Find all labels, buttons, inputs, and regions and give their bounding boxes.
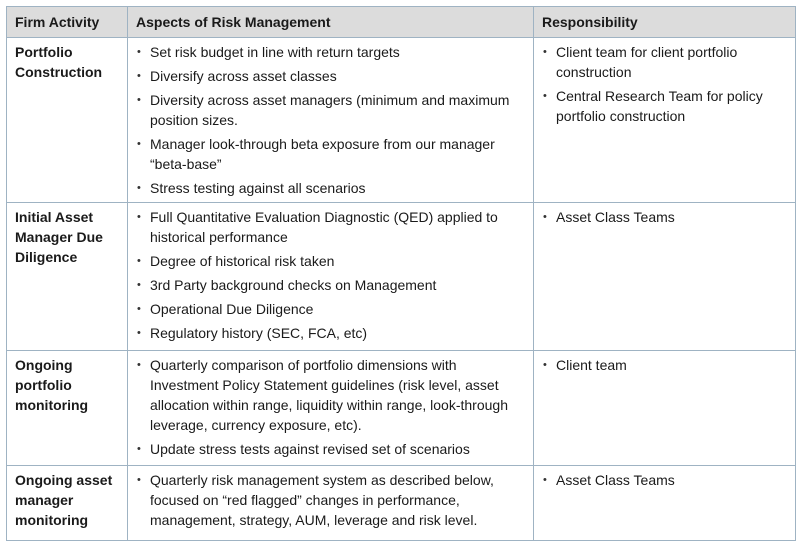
list-item: • Regulatory history (SEC, FCA, etc) [136, 323, 525, 343]
firm-activity-cell: Ongoing asset manager monitoring [7, 466, 128, 541]
header-responsibility: Responsibility [534, 7, 796, 38]
list-item: • Asset Class Teams [542, 470, 787, 490]
aspects-cell [128, 203, 534, 351]
list-item: • Manager look-through beta exposure from our manager “beta-base” [136, 134, 525, 174]
list-item: • Update stress tests against revised set of scenarios [136, 439, 525, 459]
list-item: • Operational Due Diligence [136, 299, 525, 319]
risk-management-table [6, 6, 796, 541]
table-row [7, 38, 796, 203]
responsibility-cell [534, 351, 796, 466]
header-firm-activity: Firm Activity [7, 7, 128, 38]
list-item: • Degree of historical risk taken [136, 251, 525, 271]
list-item: • 3rd Party background checks on Management [136, 275, 525, 295]
list-item: • Stress testing against all scenarios [136, 178, 525, 198]
responsibility-list [542, 355, 787, 375]
list-item: • Asset Class Teams [542, 207, 787, 227]
list-item: • Central Research Team for policy portfolio construction [542, 86, 787, 126]
aspects-cell [128, 466, 534, 541]
firm-activity-cell: Portfolio Construction [7, 38, 128, 203]
aspects-cell [128, 38, 534, 203]
responsibility-list [542, 470, 787, 490]
responsibility-cell [534, 203, 796, 351]
list-item: • Client team [542, 355, 787, 375]
responsibility-list [542, 42, 787, 126]
list-item: • Diversity across asset managers (minimum and maximum position sizes. [136, 90, 525, 130]
responsibility-cell [534, 466, 796, 541]
aspects-list [136, 207, 525, 343]
list-item: • Quarterly comparison of portfolio dimensions with Investment Policy Statement guidelines (risk level, asset allocation within range, liquidity within range, look-through leverage, currency exposure, etc). [136, 355, 525, 435]
table-row [7, 466, 796, 541]
aspects-list [136, 355, 525, 459]
list-item: • Quarterly risk management system as described below, focused on “red flagged” changes in performance, management, strategy, AUM, leverage and risk level. [136, 470, 525, 530]
aspects-list [136, 42, 525, 198]
firm-activity-cell: Ongoing portfolio monitoring [7, 351, 128, 466]
aspects-cell [128, 351, 534, 466]
list-item: • Set risk budget in line with return targets [136, 42, 525, 62]
aspects-list [136, 470, 525, 530]
responsibility-cell [534, 38, 796, 203]
list-item: • Diversify across asset classes [136, 66, 525, 86]
header-row [7, 7, 796, 38]
list-item: • Full Quantitative Evaluation Diagnostic (QED) applied to historical performance [136, 207, 525, 247]
table-row [7, 351, 796, 466]
table-row [7, 203, 796, 351]
list-item: • Client team for client portfolio construction [542, 42, 787, 82]
firm-activity-cell: Initial Asset Manager Due Diligence [7, 203, 128, 351]
responsibility-list [542, 207, 787, 227]
header-aspects-of-risk-management: Aspects of Risk Management [128, 7, 534, 38]
